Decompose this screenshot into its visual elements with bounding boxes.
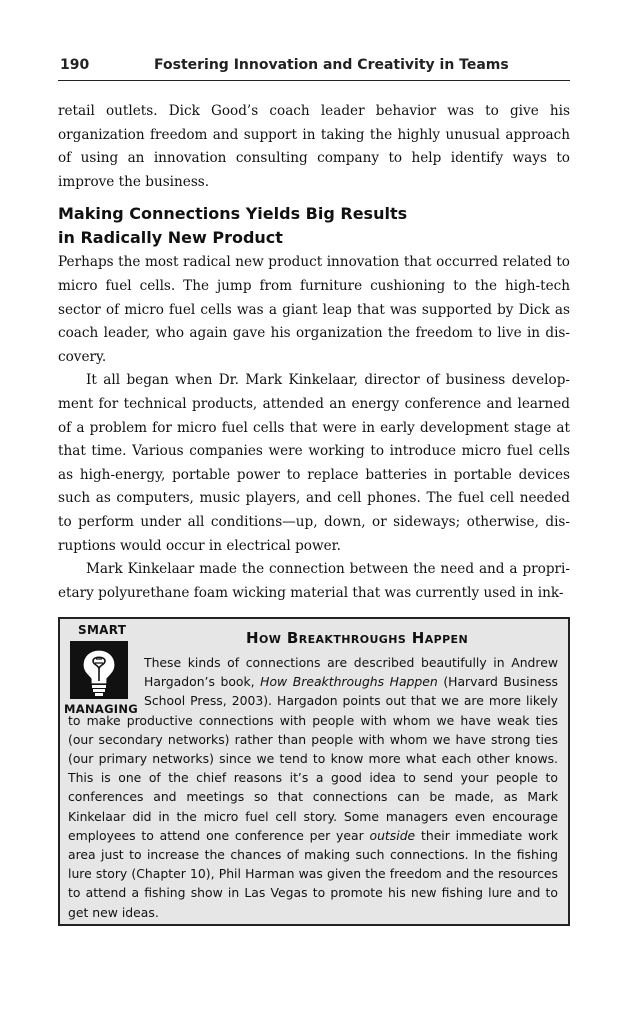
book-title: How Breakthroughs Happen xyxy=(260,674,438,690)
running-title: Fostering Innovation and Creativity in Teams xyxy=(154,57,509,73)
smart-managing-sidebar xyxy=(58,617,570,926)
paragraph-continued: retail outlets. Dick Good’s coach leader behavior was to give his organization freedom and support in taking the highly unusual approach of using an innovation consulting company to help identify ways to improve the business. xyxy=(58,103,570,190)
emphasis-outside: outside xyxy=(369,827,416,843)
sidebar-tag-managing: MANAGING xyxy=(64,702,139,716)
section-heading: Making Connections Yields Big Results in Radically New Product xyxy=(58,204,408,248)
sidebar-tag-smart: SMART xyxy=(78,623,127,637)
main-text xyxy=(58,100,570,605)
paragraph: It all began when Dr. Mark Kinkelaar, director of business development for technical products, attended an energy conference and learned of a problem for micro fuel cells that were in early development stage at that time. Various companies were working to introduce micro fuel cells as high-energy, portable power to replace batteries in portable devices such as computers, music players, and cell phones. The fuel cell needed to perform under all conditions—up, down, or sideways; otherwise, disruptions would occur in electrical power. xyxy=(58,372,570,554)
paragraph: Mark Kinkelaar made the connection between the need and a proprietary polyurethane foam wicking material that was currently used in ink- xyxy=(58,561,570,601)
page-number: 190 xyxy=(60,57,90,73)
paragraph: Perhaps the most radical new product innovation that occurred related to micro fuel cells. The jump from furniture cushioning to the high-tech sector of micro fuel cells was a giant leap that was supported by Dick as coach leader, who again gave his organization the freedom to live in discovery. xyxy=(58,254,570,365)
sidebar-text: These kinds of connections are described beautifully in Andrew Hargadon’s book, How Breakthroughs Happen (Harvard Business School Press, 2003). Hargadon points out that we are more likely to make productive connections with people with whom we have weak ties (our secondary networks) rather than people with whom we have strong ties (our primary networks) since we tend to know more what each other knows. This is one of the chief reasons it’s a good idea to send your people to conferences and meetings so that connections can be made, as Mark Kinkelaar did in the micro fuel cell story. Some managers even encourage employees to attend one conference per year outside their immediate work area just to increase the chances of making such connections. In the fishing lure story (Chapter 10), Phil Harman was given the freedom and the resources to attend a fishing show in Las Vegas to promote his new fishing lure and to get new ideas. xyxy=(68,655,559,920)
running-header xyxy=(58,54,570,81)
sidebar-title: How Breakthroughs Happen xyxy=(246,629,469,647)
